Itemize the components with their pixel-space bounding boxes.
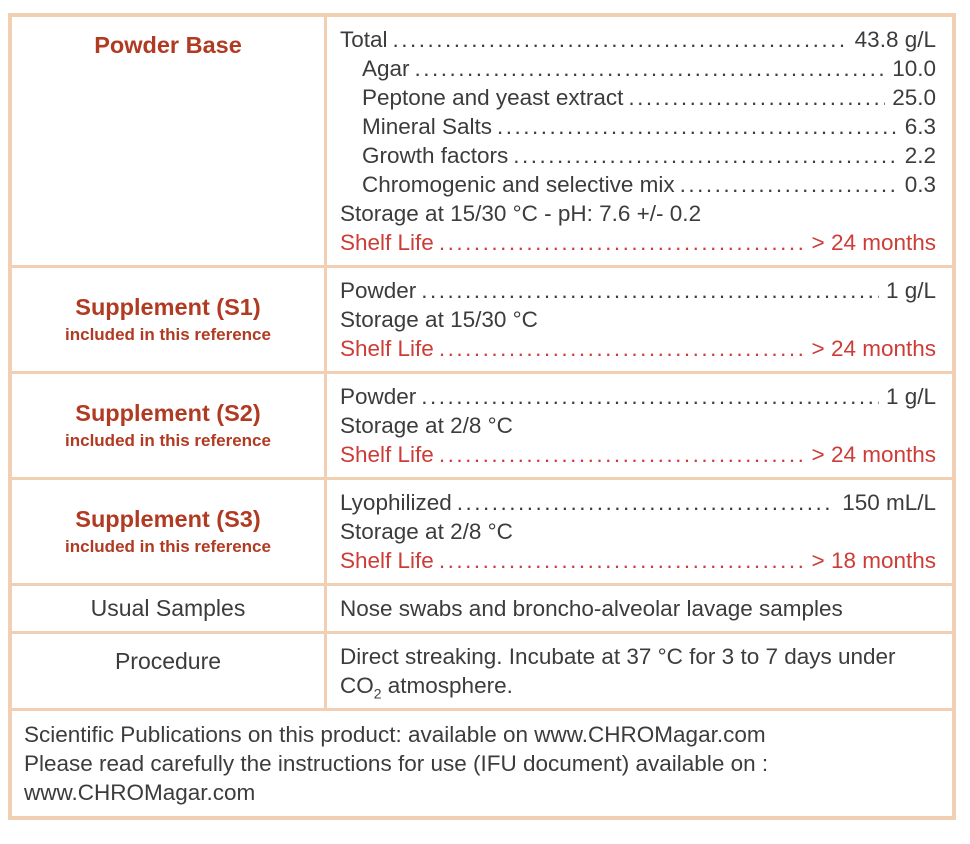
spec-value: 1 g/L: [885, 278, 936, 303]
shelf-life-label: Shelf Life: [340, 336, 434, 361]
row-header-cell: [12, 586, 324, 631]
table-row-supplement-s1: [12, 265, 952, 371]
row-content-cell: [324, 268, 952, 371]
row-title-supplement-s1: Supplement (S1): [75, 294, 261, 320]
spec-line-agar: [340, 54, 936, 83]
row-subtitle: included in this reference: [65, 431, 271, 450]
dot-leader: [497, 112, 898, 141]
spec-value: 10.0: [892, 56, 936, 81]
dot-leader: [393, 25, 848, 54]
spec-value: 43.8 g/L: [854, 27, 936, 52]
dot-leader: [513, 141, 897, 170]
row-title-powder-base: Powder Base: [94, 32, 242, 58]
spec-label: Agar: [362, 56, 410, 81]
row-subtitle: included in this reference: [65, 537, 271, 556]
spec-table: [8, 13, 956, 820]
table-row-usual-samples: [12, 583, 952, 631]
spec-value: 25.0: [892, 85, 936, 110]
shelf-life-value: > 24 months: [811, 336, 936, 361]
spec-label: Growth factors: [362, 143, 509, 168]
row-content-cell: [324, 586, 952, 631]
dot-leader: [439, 334, 805, 363]
footer-line-publications: Scientific Publications on this product: available on www.CHROMagar.com: [24, 722, 766, 747]
row-content-cell: [324, 17, 952, 265]
spec-value: 2.2: [904, 143, 936, 168]
storage-line: Storage at 15/30 °C - pH: 7.6 +/- 0.2: [340, 201, 702, 226]
storage-line: Storage at 2/8 °C: [340, 519, 513, 544]
row-header-cell: [12, 17, 324, 265]
spec-line-form: [340, 488, 936, 517]
spec-line-mineral-salts: [340, 112, 936, 141]
spec-label: Powder: [340, 278, 417, 303]
spec-label: Chromogenic and selective mix: [362, 172, 675, 197]
spec-line-peptone: [340, 83, 936, 112]
dot-leader: [439, 440, 805, 469]
footer-line-url: www.CHROMagar.com: [24, 780, 256, 805]
shelf-life-label: Shelf Life: [340, 230, 434, 255]
row-content-cell: [324, 634, 952, 708]
row-content-cell: [324, 480, 952, 583]
spec-line-form: [340, 382, 936, 411]
row-subtitle: included in this reference: [65, 325, 271, 344]
dot-leader: [439, 228, 805, 257]
table-row-supplement-s3: [12, 477, 952, 583]
shelf-life-line: [340, 228, 936, 257]
table-row-powder-base: [12, 17, 952, 265]
row-title-supplement-s3: Supplement (S3): [75, 506, 261, 532]
spec-value: 0.3: [904, 172, 936, 197]
dot-leader: [457, 488, 835, 517]
row-title-usual-samples: Usual Samples: [90, 595, 246, 621]
dot-leader: [628, 83, 885, 112]
shelf-life-line: [340, 334, 936, 363]
row-header-cell: [12, 374, 324, 477]
spec-label: Powder: [340, 384, 417, 409]
spec-value: 6.3: [904, 114, 936, 139]
shelf-life-label: Shelf Life: [340, 548, 434, 573]
spec-value: 150 mL/L: [842, 490, 936, 515]
row-header-cell: [12, 268, 324, 371]
usual-samples-text: Nose swabs and broncho-alveolar lavage samples: [340, 596, 843, 621]
spec-label: Lyophilized: [340, 490, 452, 515]
spec-label: Total: [340, 27, 388, 52]
dot-leader: [439, 546, 805, 575]
procedure-text-line1: Direct streaking. Incubate at 37 °C for 3 to 7 days under: [340, 644, 896, 669]
spec-value: 1 g/L: [885, 384, 936, 409]
row-header-cell: [12, 634, 324, 708]
shelf-life-value: > 18 months: [811, 548, 936, 573]
dot-leader: [680, 170, 898, 199]
spec-line-chromogenic-mix: [340, 170, 936, 199]
shelf-life-line: [340, 440, 936, 469]
row-title-supplement-s2: Supplement (S2): [75, 400, 261, 426]
procedure-text-line2: [340, 671, 936, 700]
dot-leader: [421, 382, 879, 411]
table-row-procedure: [12, 631, 952, 708]
shelf-life-value: > 24 months: [811, 442, 936, 467]
storage-line: Storage at 15/30 °C: [340, 307, 538, 332]
dot-leader: [421, 276, 879, 305]
spec-line-growth-factors: [340, 141, 936, 170]
shelf-life-value: > 24 months: [811, 230, 936, 255]
shelf-life-label: Shelf Life: [340, 442, 434, 467]
row-header-cell: [12, 480, 324, 583]
spec-line-total: [340, 25, 936, 54]
table-row-supplement-s2: [12, 371, 952, 477]
spec-line-form: [340, 276, 936, 305]
atmosphere-text: atmosphere.: [381, 673, 513, 698]
storage-line: Storage at 2/8 °C: [340, 413, 513, 438]
dot-leader: [415, 54, 886, 83]
row-content-cell: [324, 374, 952, 477]
spec-label: Peptone and yeast extract: [362, 85, 624, 110]
shelf-life-line: [340, 546, 936, 575]
co2-formula: CO: [340, 673, 374, 698]
row-title-procedure: Procedure: [114, 648, 222, 674]
co2-subscript: 2: [373, 685, 382, 702]
footer-note: [12, 708, 952, 816]
footer-line-ifu: Please read carefully the instructions for use (IFU document) available on :: [24, 751, 769, 776]
spec-label: Mineral Salts: [362, 114, 493, 139]
